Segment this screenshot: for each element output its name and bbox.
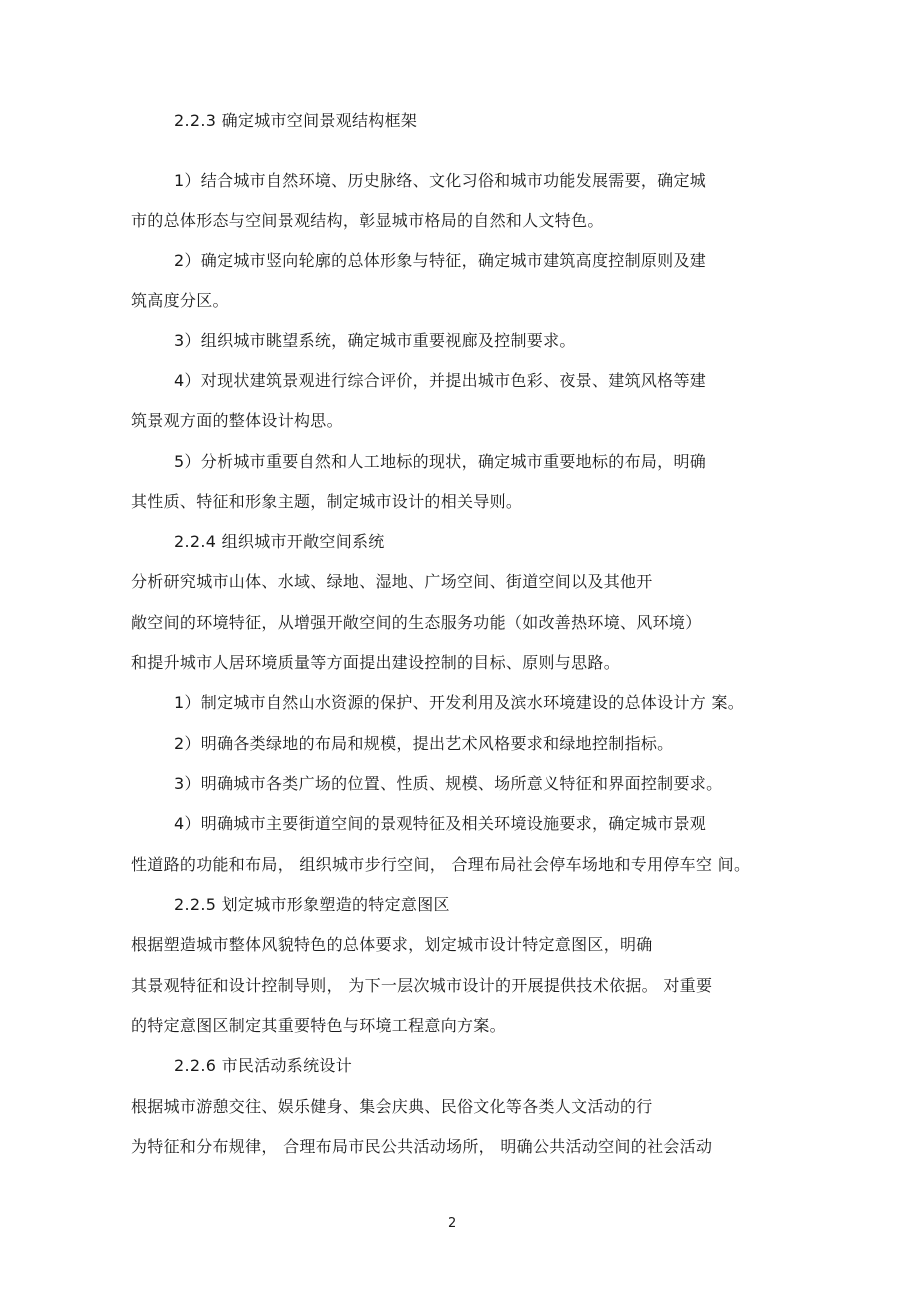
paragraph-line: 和提升城市人居环境质量等方面提出建设控制的目标、原则与思路。 — [131, 653, 621, 672]
paragraph-line: 4）明确城市主要街道空间的景观特征及相关环境设施要求，确定城市景观 — [174, 814, 707, 833]
paragraph-line: 市的总体形态与空间景观结构，彰显城市格局的自然和人文特色。 — [131, 211, 604, 230]
heading-2-2-6: 2.2.6 市民活动系统设计 — [174, 1056, 352, 1075]
paragraph-line: 1）结合城市自然环境、历史脉络、文化习俗和城市功能发展需要，确定城 — [174, 171, 707, 190]
paragraph-line: 5）分析城市重要自然和人工地标的现状，确定城市重要地标的布局，明确 — [174, 452, 707, 471]
paragraph-line: 根据塑造城市整体风貌特色的总体要求，划定城市设计特定意图区，明确 — [131, 935, 653, 954]
paragraph-line: 筑高度分区。 — [131, 291, 229, 310]
paragraph-line: 根据城市游憩交往、娱乐健身、集会庆典、民俗文化等各类人文活动的行 — [131, 1097, 653, 1116]
paragraph-line: 其性质、特征和形象主题，制定城市设计的相关导则。 — [131, 492, 523, 511]
paragraph-line: 的特定意图区制定其重要特色与环境工程意向方案。 — [131, 1016, 506, 1035]
heading-2-2-3: 2.2.3 确定城市空间景观结构框架 — [174, 111, 418, 130]
paragraph-line: 3）明确城市各类广场的位置、性质、规模、场所意义特征和界面控制要求。 — [174, 774, 723, 793]
heading-2-2-5: 2.2.5 划定城市形象塑造的特定意图区 — [174, 895, 450, 914]
paragraph-line: 性道路的功能和布局， 组织城市步行空间， 合理布局社会停车场地和专用停车空 间。 — [131, 855, 751, 874]
paragraph-line: 4）对现状建筑景观进行综合评价，并提出城市色彩、夜景、建筑风格等建 — [174, 371, 707, 390]
paragraph-line: 分析研究城市山体、水域、绿地、湿地、广场空间、街道空间以及其他开 — [131, 572, 653, 591]
paragraph-line: 为特征和分布规律， 合理布局市民公共活动场所， 明确公共活动空间的社会活动 — [131, 1137, 713, 1156]
paragraph-line: 2）确定城市竖向轮廓的总体形象与特征，确定城市建筑高度控制原则及建 — [174, 251, 707, 270]
heading-2-2-4: 2.2.4 组织城市开敞空间系统 — [174, 532, 385, 551]
paragraph-line: 3）组织城市眺望系统，确定城市重要视廊及控制要求。 — [174, 331, 576, 350]
paragraph-line: 敞空间的环境特征，从增强开敞空间的生态服务功能（如改善热环境、风环境） — [131, 613, 702, 632]
paragraph-line: 其景观特征和设计控制导则， 为下一层次城市设计的开展提供技术依据。 对重要 — [131, 976, 713, 995]
paragraph-line: 筑景观方面的整体设计构思。 — [131, 411, 343, 430]
paragraph-line: 1）制定城市自然山水资源的保护、开发利用及滨水环境建设的总体设计方 案。 — [174, 693, 745, 712]
paragraph-line: 2）明确各类绿地的布局和规模，提出艺术风格要求和绿地控制指标。 — [174, 734, 674, 753]
page-number: 2 — [448, 1216, 457, 1231]
